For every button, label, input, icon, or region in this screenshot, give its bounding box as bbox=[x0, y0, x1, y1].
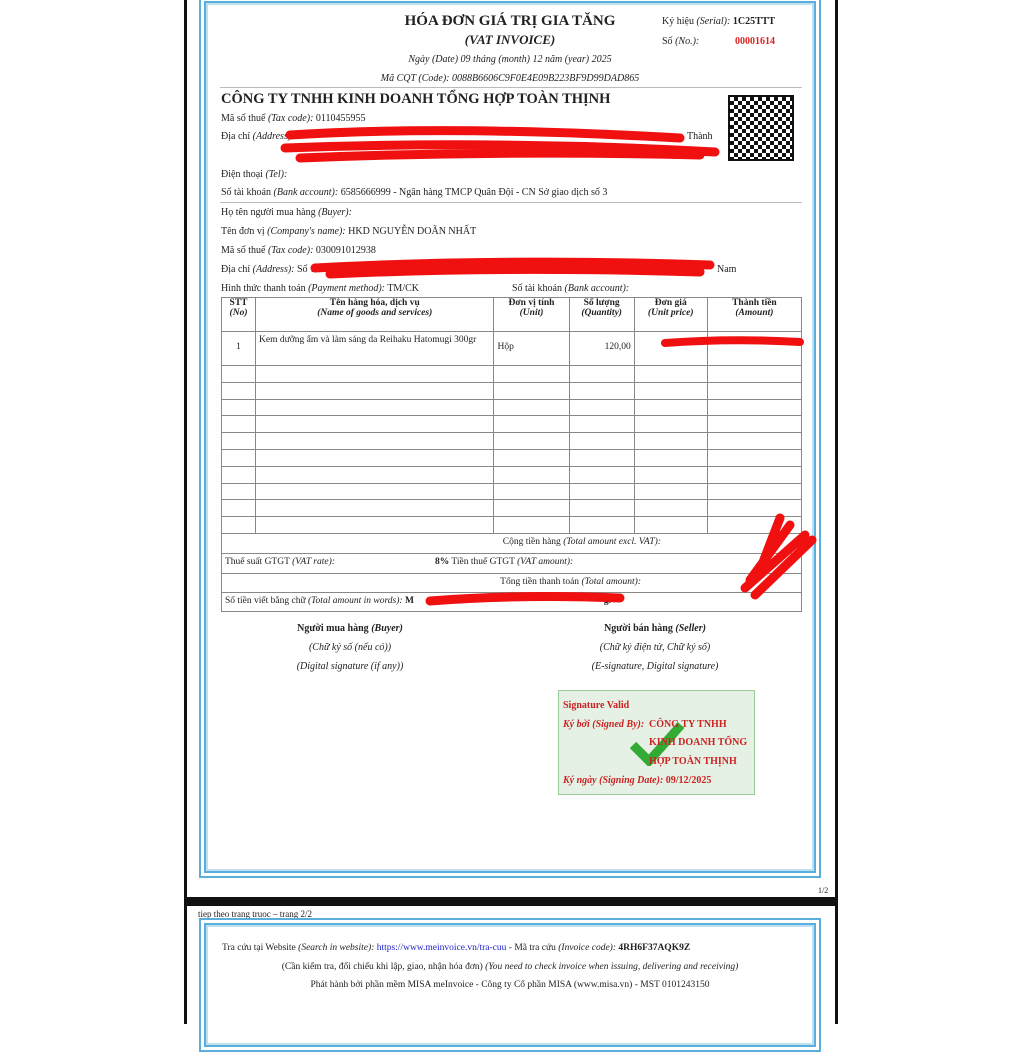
total-label: Tổng tiền thanh toán bbox=[500, 576, 580, 587]
signature-status: Signature Valid bbox=[563, 700, 630, 711]
buyer-bank-en: (Bank account): bbox=[564, 283, 630, 294]
buyer-sign-title: Người mua hàng bbox=[297, 623, 369, 634]
page-number: 1/2 bbox=[818, 886, 829, 895]
row-name: Kem dưỡng ẩm và làm sáng da Reihaku Hatomugi 300gr bbox=[256, 332, 494, 366]
col-price: Đơn giá (Unit price) bbox=[634, 298, 707, 332]
buyer-addr: Số 10 bbox=[297, 264, 321, 275]
buyer-addr-tail: Nam bbox=[717, 264, 737, 275]
seller-bank-label: Số tài khoản bbox=[221, 187, 271, 198]
seller-bank-en: (Bank account): bbox=[273, 187, 339, 198]
buyer-sign-note: (Chữ ký số (nếu có)) bbox=[308, 642, 392, 653]
seller-tax: 0110455955 bbox=[315, 113, 366, 124]
words-value: M bbox=[404, 595, 414, 606]
words-label: Số tiền viết bằng chữ bbox=[225, 595, 306, 606]
no-en: (No.): bbox=[675, 36, 700, 47]
seller-sign-title: Người bán hàng bbox=[604, 623, 673, 634]
seller-name: CÔNG TY TNHH KINH DOANH TỔNG HỢP TOÀN THỊNH bbox=[221, 91, 611, 107]
seller-tax-en: (Tax code): bbox=[267, 113, 314, 124]
serial-en: (Serial): bbox=[696, 16, 731, 27]
buyer-name-en: (Buyer): bbox=[318, 207, 352, 218]
seller-tel-en: (Tel): bbox=[265, 169, 288, 180]
lookup-link[interactable]: https://www.meinvoice.vn/tra-cuu bbox=[376, 943, 507, 953]
col-amount: Thành tiền (Amount) bbox=[707, 298, 801, 332]
buyer-company-en: (Company's name): bbox=[267, 226, 346, 237]
col-name: Tên hàng hóa, dịch vụ (Name of goods and services) bbox=[256, 298, 494, 332]
buyer-tax: 030091012938 bbox=[315, 245, 376, 256]
buyer-name-label: Họ tên người mua hàng bbox=[221, 207, 316, 218]
pay-en: (Payment method): bbox=[308, 283, 385, 294]
subtotal-label: Cộng tiền hàng bbox=[502, 536, 561, 547]
vat-rate: 8% bbox=[434, 556, 450, 567]
seller-sign-note-en: (E-signature, Digital signature) bbox=[591, 661, 719, 672]
buyer-bank-label: Số tài khoản bbox=[512, 283, 562, 294]
seller-tel-label: Điện thoại bbox=[221, 169, 263, 180]
buyer-addr-en: (Address): bbox=[252, 264, 295, 275]
pay-label: Hình thức thanh toán bbox=[221, 283, 306, 294]
invoice-lookup-code: 4RH6F37AQK9Z bbox=[618, 943, 691, 953]
signed-by-3: HỢP TOÀN THỊNH bbox=[649, 756, 737, 767]
buyer-addr-label: Địa chỉ bbox=[221, 264, 251, 275]
invoice-date: Ngày (Date) 09 tháng (month) 12 năm (year) 2025 bbox=[408, 54, 612, 65]
signing-date: 09/12/2025 bbox=[665, 775, 712, 786]
invoice-title: HÓA ĐƠN GIÁ TRỊ GIA TĂNG bbox=[404, 13, 616, 29]
signing-date-label: Ký ngày (Signing Date): bbox=[563, 775, 664, 786]
vat-rate-label: Thuế suất GTGT bbox=[225, 556, 290, 567]
seller-tax-label: Mã số thuế bbox=[221, 113, 266, 124]
seller-addr-label: Địa chỉ bbox=[221, 131, 251, 142]
vat-amount-label: Tiền thuế GTGT bbox=[451, 556, 515, 567]
seller-bank: 6585666999 - Ngân hàng TMCP Quân Đội - CN Sở giao dịch số 3 bbox=[340, 187, 608, 198]
buyer-tax-label: Mã số thuế bbox=[221, 245, 266, 256]
serial-value: 1C25TTT bbox=[732, 16, 776, 27]
serial-label: Ký hiệu bbox=[662, 16, 694, 27]
seller-addr-en: (Address): bbox=[252, 131, 295, 142]
buyer-sign-note-en: (Digital signature (if any)) bbox=[296, 661, 404, 672]
invoice-subtitle: (VAT INVOICE) bbox=[464, 32, 556, 47]
continued-note: tiep theo trang truoc – trang 2/2 bbox=[198, 909, 312, 919]
buyer-tax-en: (Tax code): bbox=[267, 245, 314, 256]
col-qty: Số lượng (Quantity) bbox=[569, 298, 634, 332]
buyer-company: HKD NGUYỄN DOÃN NHẤT bbox=[348, 226, 477, 237]
invoice-number: 00001614 bbox=[735, 36, 775, 47]
goods-table: STT (No) Tên hàng hóa, dịch vụ (Name of goods and services) Đơn vị tính (Unit) Số lượng (Quantity) Đơn giá (Unit price) Thành tiền (Amount) 1 Kem dưỡng ẩm và làm sáng da Reihaku Hatomugi 300gr Hộp 120,00 Cộng tiền hàng (Total amount excl. VAT): Thuế suất GTGT (VAT rate): 8% Tiền thuế GTGT (VAT amount): Tổng tiền thanh toán (Total amount): Số tiền viết bằng chữ (Total amount in words): M g. bbox=[221, 297, 802, 612]
signed-by-2: KINH DOANH TỔNG bbox=[649, 737, 748, 748]
col-no: STT (No) bbox=[222, 298, 256, 332]
lookup-label: Tra cứu tại Website bbox=[222, 943, 296, 953]
payment-method: TM/CK bbox=[387, 283, 419, 294]
row-qty: 120,00 bbox=[569, 332, 634, 366]
col-unit: Đơn vị tính (Unit) bbox=[494, 298, 569, 332]
issuer-note: Phát hành bởi phần mềm MISA meInvoice - Công ty Cổ phần MISA (www.misa.vn) - MST 0101243150 bbox=[310, 980, 710, 990]
signed-by-1: CÔNG TY TNHH bbox=[649, 719, 727, 730]
cqt-code: Mã CQT (Code): 0088B6606C9F0E4E09B223BF9D99DAD865 bbox=[380, 73, 640, 84]
seller-sign-note: (Chữ ký điện tử, Chữ ký số) bbox=[599, 642, 711, 653]
row-unit: Hộp bbox=[494, 332, 569, 366]
check-note: (Cần kiểm tra, đối chiếu khi lập, giao, nhận hóa đơn) bbox=[281, 962, 483, 972]
row-no: 1 bbox=[222, 332, 256, 366]
seller-addr-tail: Thành bbox=[687, 131, 713, 142]
buyer-company-label: Tên đơn vị bbox=[221, 226, 265, 237]
signed-by-label: Ký bởi (Signed By): bbox=[563, 719, 645, 730]
no-label: Số bbox=[662, 36, 673, 47]
